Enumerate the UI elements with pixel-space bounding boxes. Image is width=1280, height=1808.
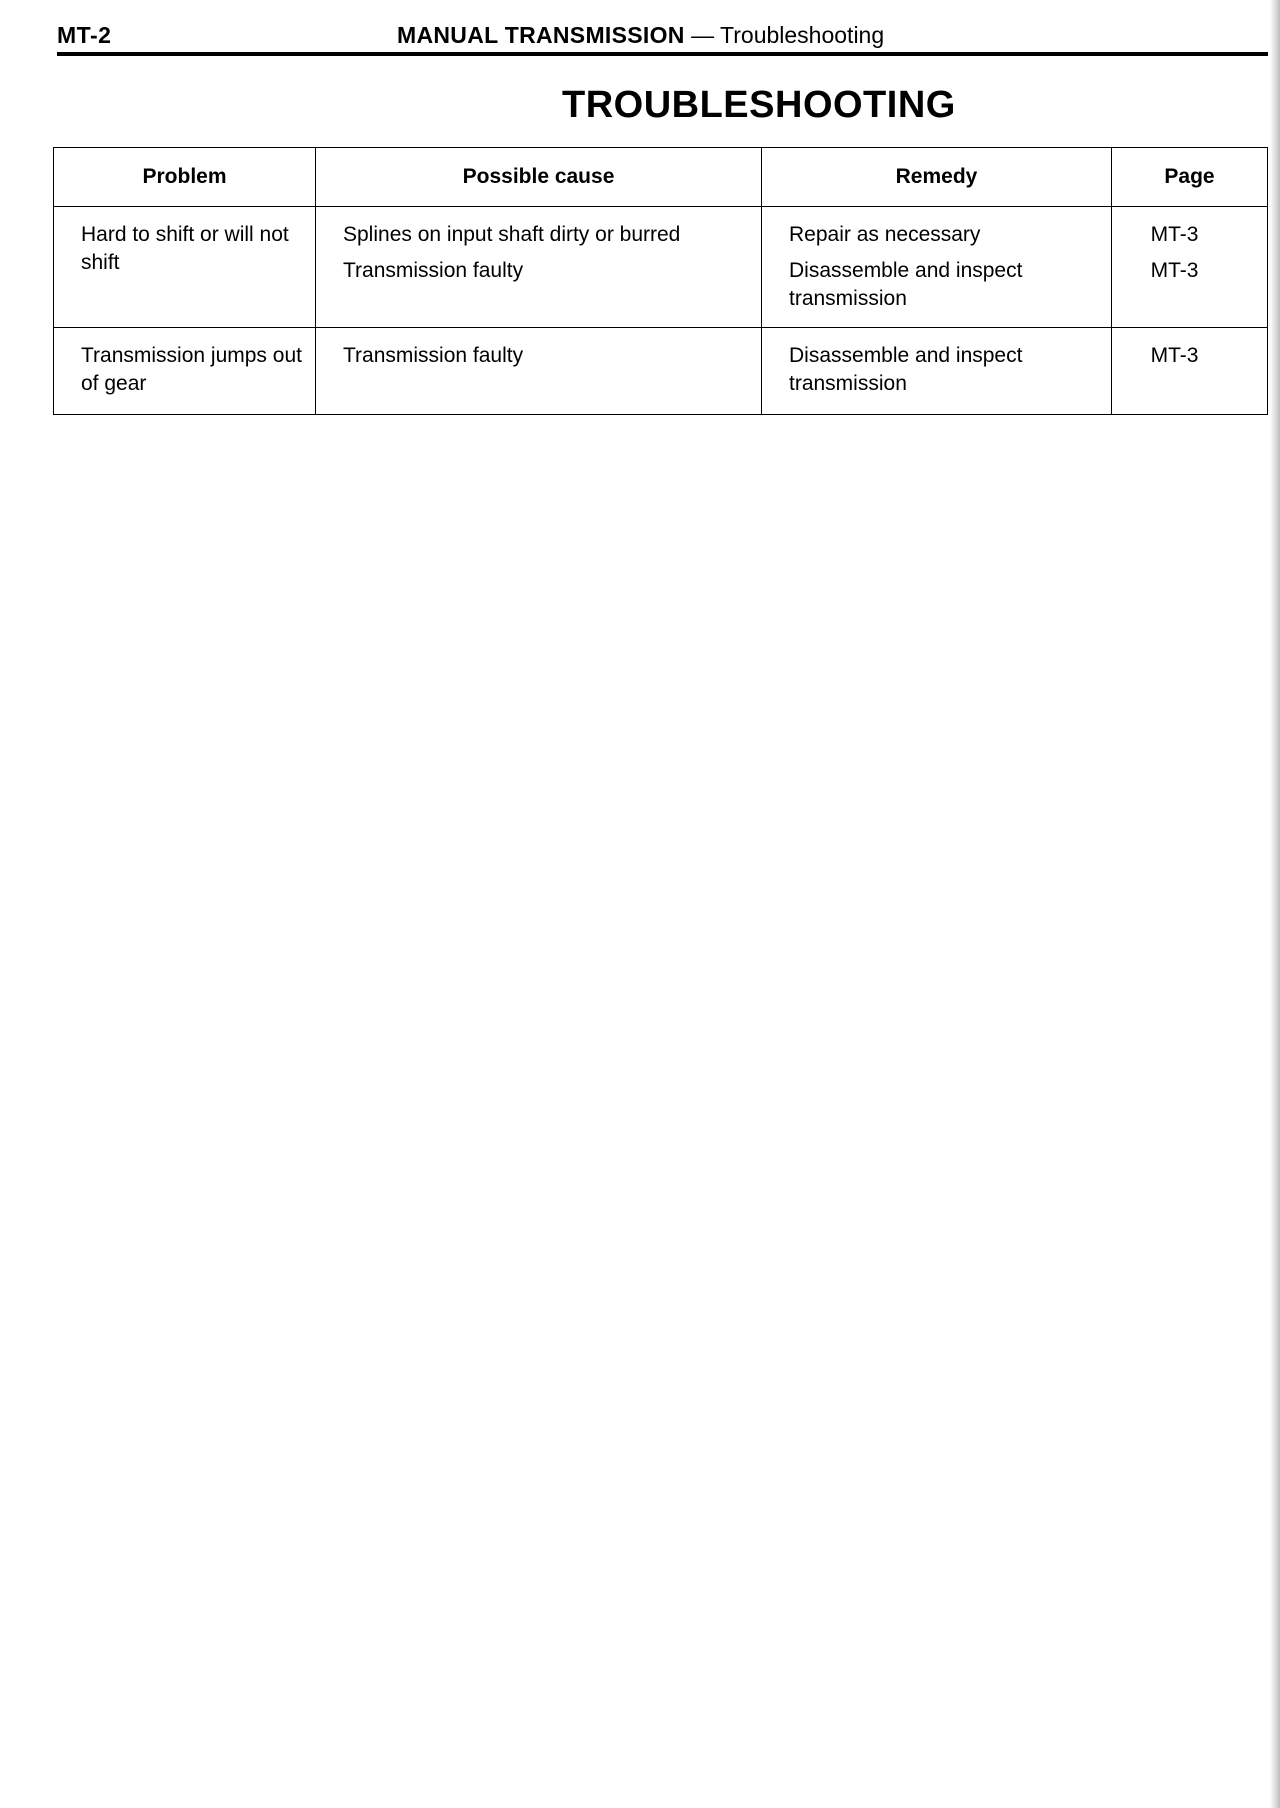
page-cell [1112, 207, 1268, 328]
problem-cell [54, 207, 316, 328]
page-reference: MT-3 [1150, 344, 1199, 367]
page-edge-shadow [1270, 0, 1280, 1808]
subsection-title: Troubleshooting [720, 22, 885, 48]
cause-text: Splines on input shaft dirty or burred [343, 223, 681, 246]
troubleshooting-table [53, 147, 1268, 415]
problem-text: Hard to shift or will not shift [81, 223, 289, 274]
remedy-text: Disassemble and inspect transmission [789, 259, 1023, 310]
remedy-text: Disassemble and inspect transmission [789, 344, 1023, 395]
running-title [397, 22, 884, 49]
remedy-text: Repair as necessary [789, 223, 981, 246]
header-rule [57, 52, 1268, 56]
column-header-remedy: Remedy [762, 148, 1112, 207]
page-header [57, 18, 1268, 58]
section-title: MANUAL TRANSMISSION [397, 22, 685, 48]
cause-cell [316, 207, 762, 328]
problem-text: Transmission jumps out of gear [81, 344, 302, 395]
table-row [54, 328, 1268, 415]
title-separator: — [691, 22, 715, 48]
remedy-cell [762, 207, 1112, 328]
page-cell [1112, 328, 1268, 415]
page-reference: MT-3 [1150, 223, 1199, 246]
remedy-cell [762, 328, 1112, 415]
column-header-possible-cause: Possible cause [316, 148, 762, 207]
cause-text: Transmission faulty [343, 259, 524, 282]
column-header-page: Page [1112, 148, 1268, 207]
cause-cell [316, 328, 762, 415]
table-header-row [54, 148, 1268, 207]
column-header-problem: Problem [54, 148, 316, 207]
page-title: TROUBLESHOOTING [562, 84, 956, 126]
page-number: MT-2 [57, 22, 112, 48]
cause-text: Transmission faulty [343, 344, 524, 367]
page-reference: MT-3 [1150, 259, 1199, 282]
problem-cell [54, 328, 316, 415]
table-row [54, 207, 1268, 328]
